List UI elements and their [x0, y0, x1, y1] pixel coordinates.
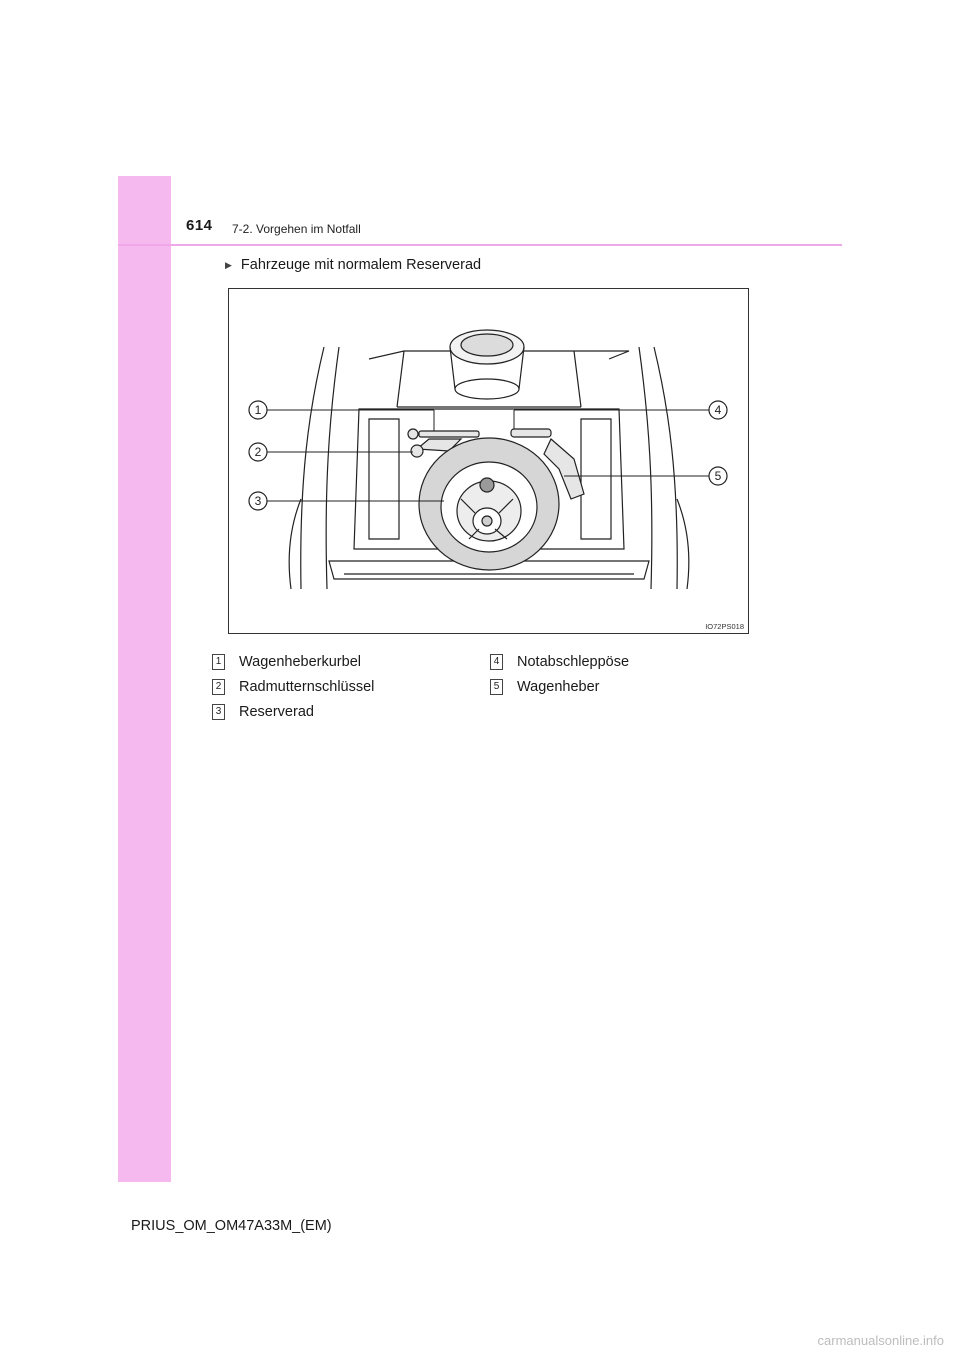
legend-item — [212, 674, 374, 699]
number-badge: 1 — [212, 654, 225, 670]
callout-2: 2 — [254, 445, 262, 459]
footer-doc-id: PRIUS_OM_OM47A33M_(EM) — [131, 1218, 332, 1234]
callout-4: 4 — [714, 403, 722, 417]
legend-label: Wagenheberkurbel — [239, 653, 361, 670]
legend-item — [212, 699, 374, 724]
legend-label: Radmutternschlüssel — [239, 678, 375, 695]
legend-label: Reserverad — [239, 703, 314, 720]
number-badge: 2 — [212, 679, 225, 695]
trunk-drawing — [229, 289, 748, 633]
page-number: 614 — [186, 217, 213, 234]
callout-1: 1 — [254, 403, 262, 417]
legend-label: Notabschleppöse — [517, 653, 630, 670]
legend-item — [490, 674, 629, 699]
legend-left — [212, 649, 374, 724]
trunk-illustration — [228, 288, 749, 634]
callout-5: 5 — [714, 469, 722, 483]
figure-code: IO72PS018 — [705, 622, 744, 631]
section-title: 7-2. Vorgehen im Notfall — [232, 222, 361, 236]
number-badge: 5 — [490, 679, 503, 695]
watermark[interactable]: carmanualsonline.info — [817, 1333, 944, 1348]
subheading — [225, 257, 481, 273]
number-badge: 4 — [490, 654, 503, 670]
legend-item — [490, 649, 629, 674]
triangle-arrow-icon: ▶ — [225, 259, 232, 270]
legend-item — [212, 649, 374, 674]
callout-3: 3 — [254, 494, 262, 508]
subheading-text: Fahrzeuge mit normalem Reserverad — [240, 257, 482, 273]
legend-label: Wagenheber — [517, 678, 600, 695]
legend-right — [490, 649, 629, 699]
header-divider — [118, 244, 842, 246]
number-badge: 3 — [212, 704, 225, 720]
side-tab-band — [118, 176, 171, 1182]
